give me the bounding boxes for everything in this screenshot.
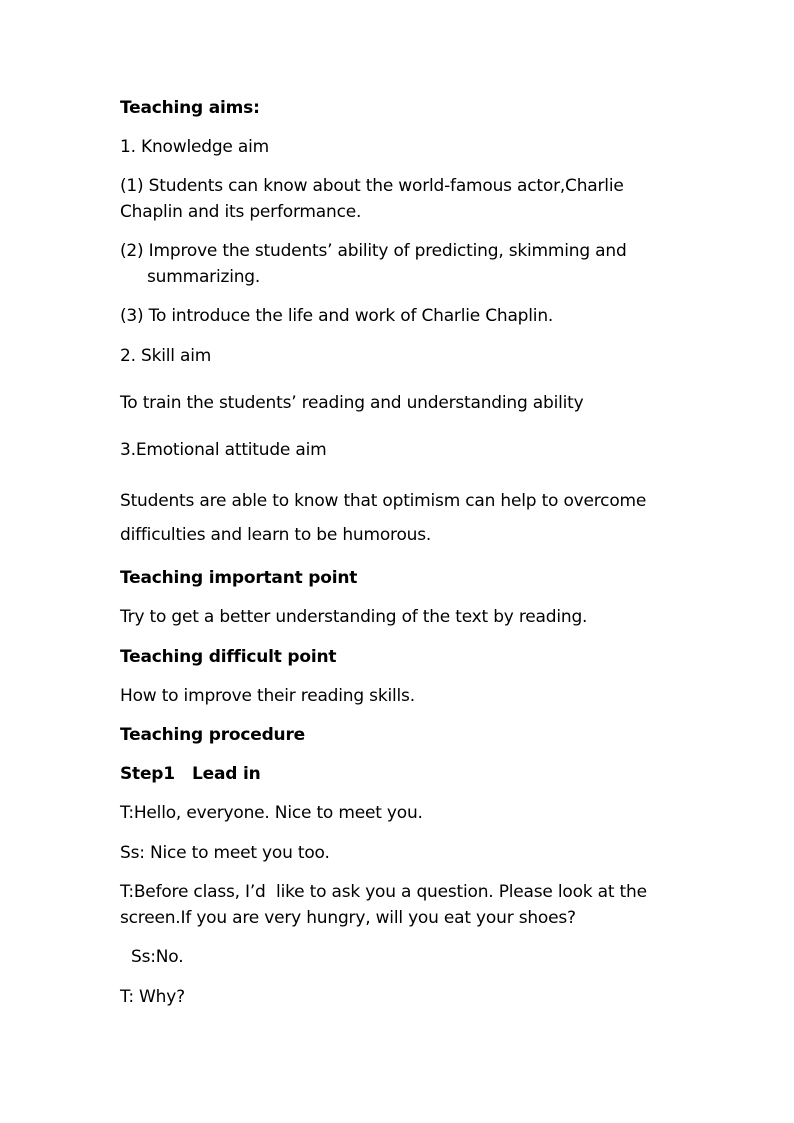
emotional-aim-text: Students are able to know that optimism can help to overcome difficulties and learn to be humorous.: [120, 491, 647, 545]
dialogue-line-2: Ss: Nice to meet you too.: [120, 843, 330, 863]
step1-heading: Step1 Lead in: [120, 764, 261, 784]
dialogue-line-5: T: Why?: [120, 987, 185, 1007]
knowledge-item-3: (3) To introduce the life and work of Charlie Chaplin.: [120, 306, 554, 326]
dialogue-line-4: Ss:No.: [131, 947, 184, 967]
teaching-aims-heading: Teaching aims:: [120, 98, 260, 118]
dialogue-line-1: T:Hello, everyone. Nice to meet you.: [120, 803, 423, 823]
dialogue-line-3: T:Before class, I’d like to ask you a question. Please look at the screen.If you are very hungry, will you eat your shoes?: [120, 882, 653, 928]
important-point-heading: Teaching important point: [120, 568, 358, 588]
procedure-heading: Teaching procedure: [120, 725, 305, 745]
difficult-point-text: How to improve their reading skills.: [120, 686, 415, 706]
knowledge-aim-heading: 1. Knowledge aim: [120, 137, 269, 157]
emotional-aim-heading: 3.Emotional attitude aim: [120, 440, 327, 460]
important-point-text: Try to get a better understanding of the text by reading.: [120, 607, 588, 627]
difficult-point-heading: Teaching difficult point: [120, 647, 337, 667]
knowledge-item-1: (1) Students can know about the world-famous actor,Charlie Chaplin and its performance.: [120, 176, 624, 222]
skill-aim-text: To train the students’ reading and understanding ability: [120, 393, 584, 413]
knowledge-item-2: (2) Improve the students’ ability of predicting, skimming and summarizing.: [120, 241, 627, 287]
skill-aim-heading: 2. Skill aim: [120, 346, 212, 366]
